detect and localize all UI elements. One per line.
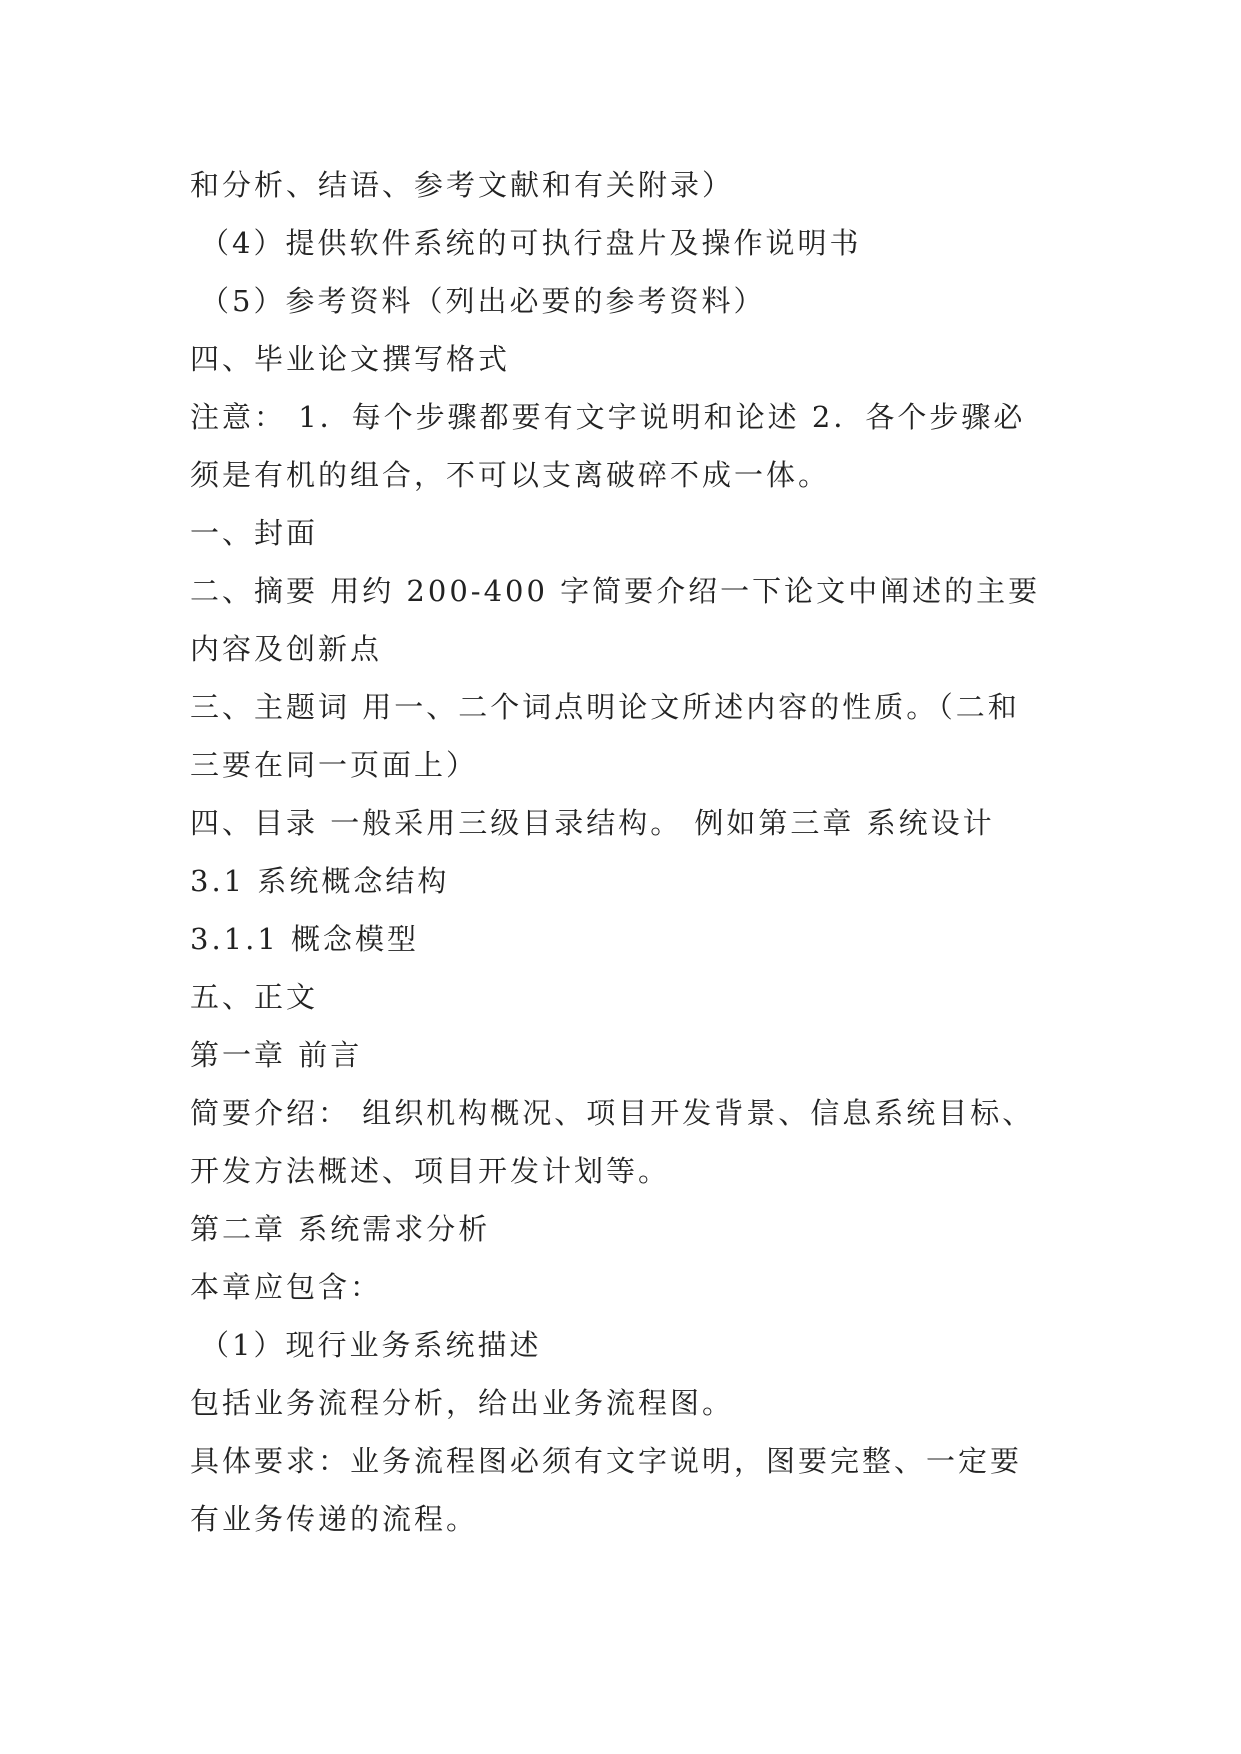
text-line: 包括业务流程分析，给出业务流程图。 [190,1386,735,1420]
text-line: 开发方法概述、项目开发计划等。 [190,1154,671,1188]
section-heading: 五、正文 [190,980,319,1014]
text-line: 有业务传递的流程。 [190,1502,479,1536]
text-line: （4）提供软件系统的可执行盘片及操作说明书 [200,226,862,260]
text-line: 三、主题词 用一、二个词点明论文所述内容的性质。（二和 [190,690,1020,724]
text-line: 四、目录 一般采用三级目录结构。 例如第三章 系统设计 [190,806,995,840]
text-line: （5）参考资料（列出必要的参考资料） [200,284,766,318]
text-line: 简要介绍： 组织机构概况、项目开发背景、信息系统目标、 [190,1096,1035,1130]
text-line: 二、摘要 用约 200-400 字简要介绍一下论文中阐述的主要 [190,574,1041,608]
text-line: （1）现行业务系统描述 [200,1328,542,1362]
text-line: 须是有机的组合，不可以支离破碎不成一体。 [190,458,831,492]
chapter-heading: 第二章 系统需求分析 [190,1212,491,1246]
text-line: 三要在同一页面上） [190,748,479,782]
toc-entry: 3.1.1 概念模型 [190,922,420,956]
text-line: 本章应包含： [190,1270,383,1304]
text-line: 内容及创新点 [190,632,383,666]
section-heading: 四、毕业论文撰写格式 [190,342,511,376]
toc-entry: 3.1 系统概念结构 [190,864,450,898]
text-line: 注意： 1．每个步骤都要有文字说明和论述 2．各个步骤必 [190,400,1026,434]
text-line: 和分析、结语、参考文献和有关附录） [190,168,735,202]
section-heading: 一、封面 [190,516,319,550]
text-line: 具体要求：业务流程图必须有文字说明，图要完整、一定要 [190,1444,1023,1478]
chapter-heading: 第一章 前言 [190,1038,363,1072]
